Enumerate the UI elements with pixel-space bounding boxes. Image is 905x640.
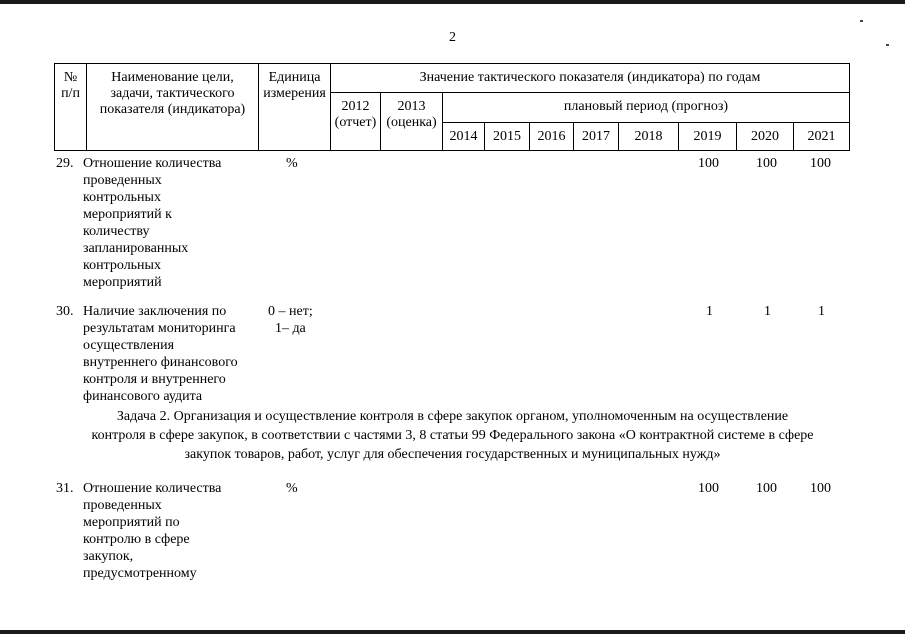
row-unit [286,480,298,497]
name-line: контрольных [83,258,161,273]
name-line: контроля и внутреннего [83,372,226,387]
header-forecast-label: плановый период (прогноз) [563,99,729,114]
value-2019: 1 [706,304,713,319]
name-line: проведенных [83,498,162,513]
name-line: закупок, [83,549,134,564]
name-line: предусмотренному [83,566,197,581]
unit-line: 1– да [274,321,306,336]
value-2019: 100 [698,156,719,171]
header-year-2018 [619,123,679,151]
row-number: 30. [56,304,74,319]
bottom-scan-border [0,630,905,634]
scan-speck [860,20,863,22]
header-num [55,64,87,151]
header-forecast-group [443,93,850,123]
header-2013 [381,93,443,151]
name-line: финансового аудита [83,389,203,404]
value-2021: 100 [810,156,831,171]
name-line: результатам мониторинга [83,321,236,336]
year-label: 2018 [634,129,663,144]
unit-line: % [286,481,298,496]
name-line: контрольных [83,190,161,205]
name-line: Отношение количества [83,481,222,496]
row-unit [268,303,313,337]
name-line: осуществления [83,338,175,353]
top-scan-border [0,0,905,4]
year-label: 2020 [751,129,779,144]
task-2-heading [50,407,855,464]
header-value-group-label: Значение тактического показателя (индикатора) по годам [419,70,761,85]
name-line: количеству [83,224,150,239]
header-value-group [331,64,850,93]
header-name-label: Наименование цели, задачи, тактического показателя (индикатора) [99,70,246,117]
header-year-2015 [485,123,530,151]
header-2012 [331,93,381,151]
task-line: контроля в сфере закупок, в соответствии с частями 3, 8 статьи 99 Федерального закона «О контрактной системе в сфере [91,428,814,443]
year-label: 2021 [807,129,836,144]
unit-line: 0 – нет; [268,304,313,319]
header-year-2021 [794,123,850,151]
header-year-2016 [530,123,574,151]
row-name [83,303,238,405]
header-num-label: № п/п [61,70,80,101]
header-2013-label: 2013 (оценка) [386,99,437,130]
unit-line: % [286,156,298,171]
task-line: Задача 2. Организация и осуществление контроля в сфере закупок органом, уполномоченным на осуществление [116,409,789,424]
name-line: мероприятий [83,275,162,290]
name-line: проведенных [83,173,162,188]
header-year-2017 [574,123,619,151]
header-year-2020 [737,123,794,151]
year-label: 2015 [493,129,521,144]
row-unit [286,155,298,172]
value-2019: 100 [698,481,719,496]
row-number: 29. [56,156,74,171]
row-name [83,480,221,582]
value-2021: 100 [810,481,831,496]
header-2012-label: 2012 (отчет) [334,99,377,130]
name-line: мероприятий к [83,207,172,222]
name-line: мероприятий по [83,515,180,530]
name-line: внутреннего финансового [83,355,238,370]
name-line: Наличие заключения по [83,304,227,319]
table-header [54,63,850,151]
header-year-2014 [443,123,485,151]
name-line: контролю в сфере [83,532,190,547]
header-unit-label: Единица измерения [263,70,326,101]
row-number: 31. [56,481,74,496]
value-2020: 1 [764,304,771,319]
year-label: 2016 [537,129,566,144]
value-2020: 100 [756,156,777,171]
header-year-2019 [679,123,737,151]
header-name [87,64,259,151]
row-name [83,155,221,291]
name-line: Отношение количества [83,156,222,171]
header-unit [259,64,331,151]
value-2020: 100 [756,481,777,496]
year-label: 2017 [582,129,610,144]
task-line: закупок товаров, работ, услуг для обеспечения государственных и муниципальных нужд» [184,447,721,462]
name-line: запланированных [83,241,189,256]
page-number: 2 [449,30,456,45]
year-label: 2019 [693,129,722,144]
year-label: 2014 [449,129,478,144]
value-2021: 1 [818,304,825,319]
